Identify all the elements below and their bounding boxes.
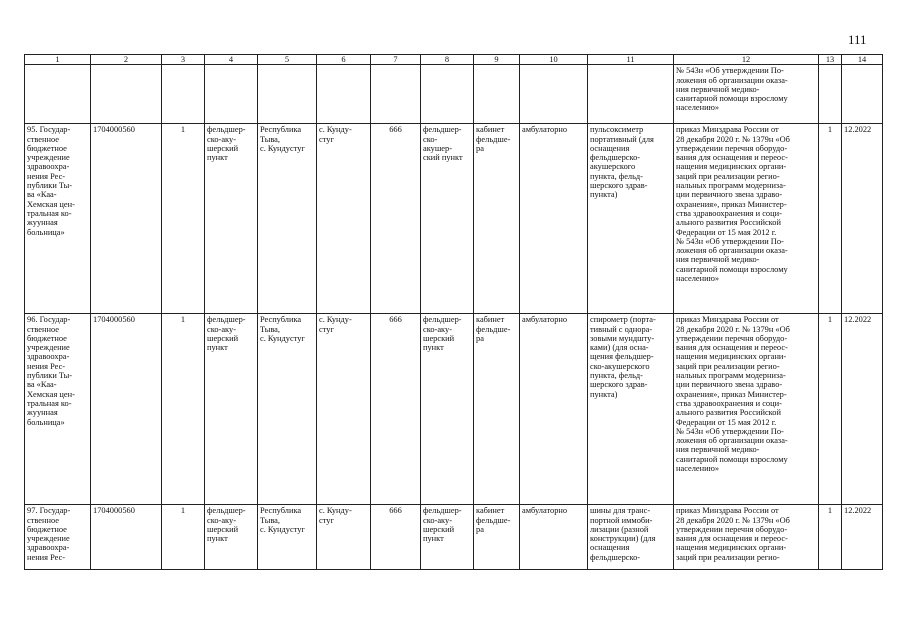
quantity-cell: 1 <box>819 314 842 505</box>
population-cell: 666 <box>371 505 421 570</box>
page-number: 111 <box>848 32 867 47</box>
column-number-header-row <box>25 55 883 65</box>
column-header: 1 <box>25 55 91 65</box>
equipment-cell: пульсоксиметр портативный (для оснащения фельдшерско- акушерского пункта, фельд- шерского здрав- пункта) <box>588 124 674 314</box>
table-cell <box>520 65 588 124</box>
locality-cell: с. Кунду- стуг <box>317 124 371 314</box>
table-cell <box>371 65 421 124</box>
date-cell: 12.2022 <box>842 505 883 570</box>
unit-cell: фельдшер- ско-аку- шерский пункт <box>421 505 474 570</box>
room-cell: кабинет фельдше- ра <box>474 314 520 505</box>
facility-type-cell: фельдшер- ско-аку- шерский пункт <box>205 314 258 505</box>
equipment-cell: шины для транс- портной иммоби- лизации (разной конструкции) (для оснащения фельдшерско- <box>588 505 674 570</box>
equipment-table <box>24 54 883 570</box>
column-header: 8 <box>421 55 474 65</box>
column-header: 6 <box>317 55 371 65</box>
table-cell <box>162 65 205 124</box>
legal-basis-cell: № 543н «Об утверждении По- ложения об организации оказа- ния первичной медико- санитарной помощи взрослому населению» <box>674 65 819 124</box>
legal-basis-cell: приказ Минздрава России от 28 декабря 2020 г. № 1379н «Об утверждении перечня оборудо- вания для оснащения и переос- нащения медицинских органи- заций при реализации регио- <box>674 505 819 570</box>
room-cell: кабинет фельдше- ра <box>474 124 520 314</box>
table-cell <box>91 65 162 124</box>
table-cell <box>819 65 842 124</box>
column-header: 3 <box>162 55 205 65</box>
column-header: 9 <box>474 55 520 65</box>
count-cell: 1 <box>162 314 205 505</box>
care-form-cell: амбулаторно <box>520 124 588 314</box>
column-header: 10 <box>520 55 588 65</box>
address-cell: Республика Тыва, с. Кундустуг <box>258 314 317 505</box>
legal-basis-cell: приказ Минздрава России от 28 декабря 2020 г. № 1379н «Об утверждении перечня оборудо- вания для оснащения и переос- нащения медицинских органи- заций при реализации регио- нальных программ модерниза- ции первичного звена здраво- охранения», приказ Министер- ства здравоохранения и соци- ального развития Российской Федерации от 15 мая 2012 г. № 543н «Об утверждении По- ложения об организации оказа- ния первичной медико- санитарной помощи взрослому населению» <box>674 314 819 505</box>
care-form-cell: амбулаторно <box>520 314 588 505</box>
table-cell <box>421 65 474 124</box>
date-cell: 12.2022 <box>842 314 883 505</box>
legal-basis-cell: приказ Минздрава России от 28 декабря 2020 г. № 1379н «Об утверждении перечня оборудо- вания для оснащения и переос- нащения медицинских органи- заций при реализации регио- нальных программ модерниза- ции первичного звена здраво- охранения», приказ Министер- ства здравоохранения и соци- ального развития Российской Федерации от 15 мая 2012 г. № 543н «Об утверждении По- ложения об организации оказа- ния первичной медико- санитарной помощи взрослому населению» <box>674 124 819 314</box>
table-row <box>25 314 883 505</box>
room-cell: кабинет фельдше- ра <box>474 505 520 570</box>
quantity-cell: 1 <box>819 124 842 314</box>
column-header: 5 <box>258 55 317 65</box>
address-cell: Республика Тыва, с. Кундустуг <box>258 505 317 570</box>
code-cell: 1704000560 <box>91 124 162 314</box>
organization-cell: 96. Государ- ственное бюджетное учреждение здравоохра- нения Рес- публики Ты- ва «Каа- Хемская цен- тральная ко- жуунная больница» <box>25 314 91 505</box>
count-cell: 1 <box>162 505 205 570</box>
column-header: 2 <box>91 55 162 65</box>
column-header: 11 <box>588 55 674 65</box>
unit-cell: фельдшер- ско-аку- шерский пункт <box>421 314 474 505</box>
table-cell <box>474 65 520 124</box>
population-cell: 666 <box>371 124 421 314</box>
code-cell: 1704000560 <box>91 505 162 570</box>
table-row <box>25 505 883 570</box>
count-cell: 1 <box>162 124 205 314</box>
locality-cell: с. Кунду- стуг <box>317 314 371 505</box>
column-header: 7 <box>371 55 421 65</box>
column-header: 4 <box>205 55 258 65</box>
equipment-cell: спирометр (порта- тивный с однора- зовыми мундшту- ками) (для осна- щения фельдшер- ско-акушерского пункта, фельд- шерского здрав- пункта) <box>588 314 674 505</box>
table-cell <box>25 65 91 124</box>
column-header: 12 <box>674 55 819 65</box>
address-cell: Республика Тыва, с. Кундустуг <box>258 124 317 314</box>
table-cell <box>317 65 371 124</box>
table-cell <box>258 65 317 124</box>
facility-type-cell: фельдшер- ско-аку- шерский пункт <box>205 505 258 570</box>
table-row <box>25 124 883 314</box>
date-cell: 12.2022 <box>842 124 883 314</box>
organization-cell: 97. Государ- ственное бюджетное учреждение здравоохра- нения Рес- <box>25 505 91 570</box>
code-cell: 1704000560 <box>91 314 162 505</box>
table-cell <box>588 65 674 124</box>
population-cell: 666 <box>371 314 421 505</box>
care-form-cell: амбулаторно <box>520 505 588 570</box>
unit-cell: фельдшер- ско- акушер- ский пункт <box>421 124 474 314</box>
quantity-cell: 1 <box>819 505 842 570</box>
organization-cell: 95. Государ- ственное бюджетное учреждение здравоохра- нения Рес- публики Ты- ва «Каа- Хемская цен- тральная ко- жуунная больница» <box>25 124 91 314</box>
locality-cell: с. Кунду- стуг <box>317 505 371 570</box>
column-header: 14 <box>842 55 883 65</box>
table-cell <box>205 65 258 124</box>
table-cell <box>842 65 883 124</box>
column-header: 13 <box>819 55 842 65</box>
facility-type-cell: фельдшер- ско-аку- шерский пункт <box>205 124 258 314</box>
continuation-row <box>25 65 883 124</box>
